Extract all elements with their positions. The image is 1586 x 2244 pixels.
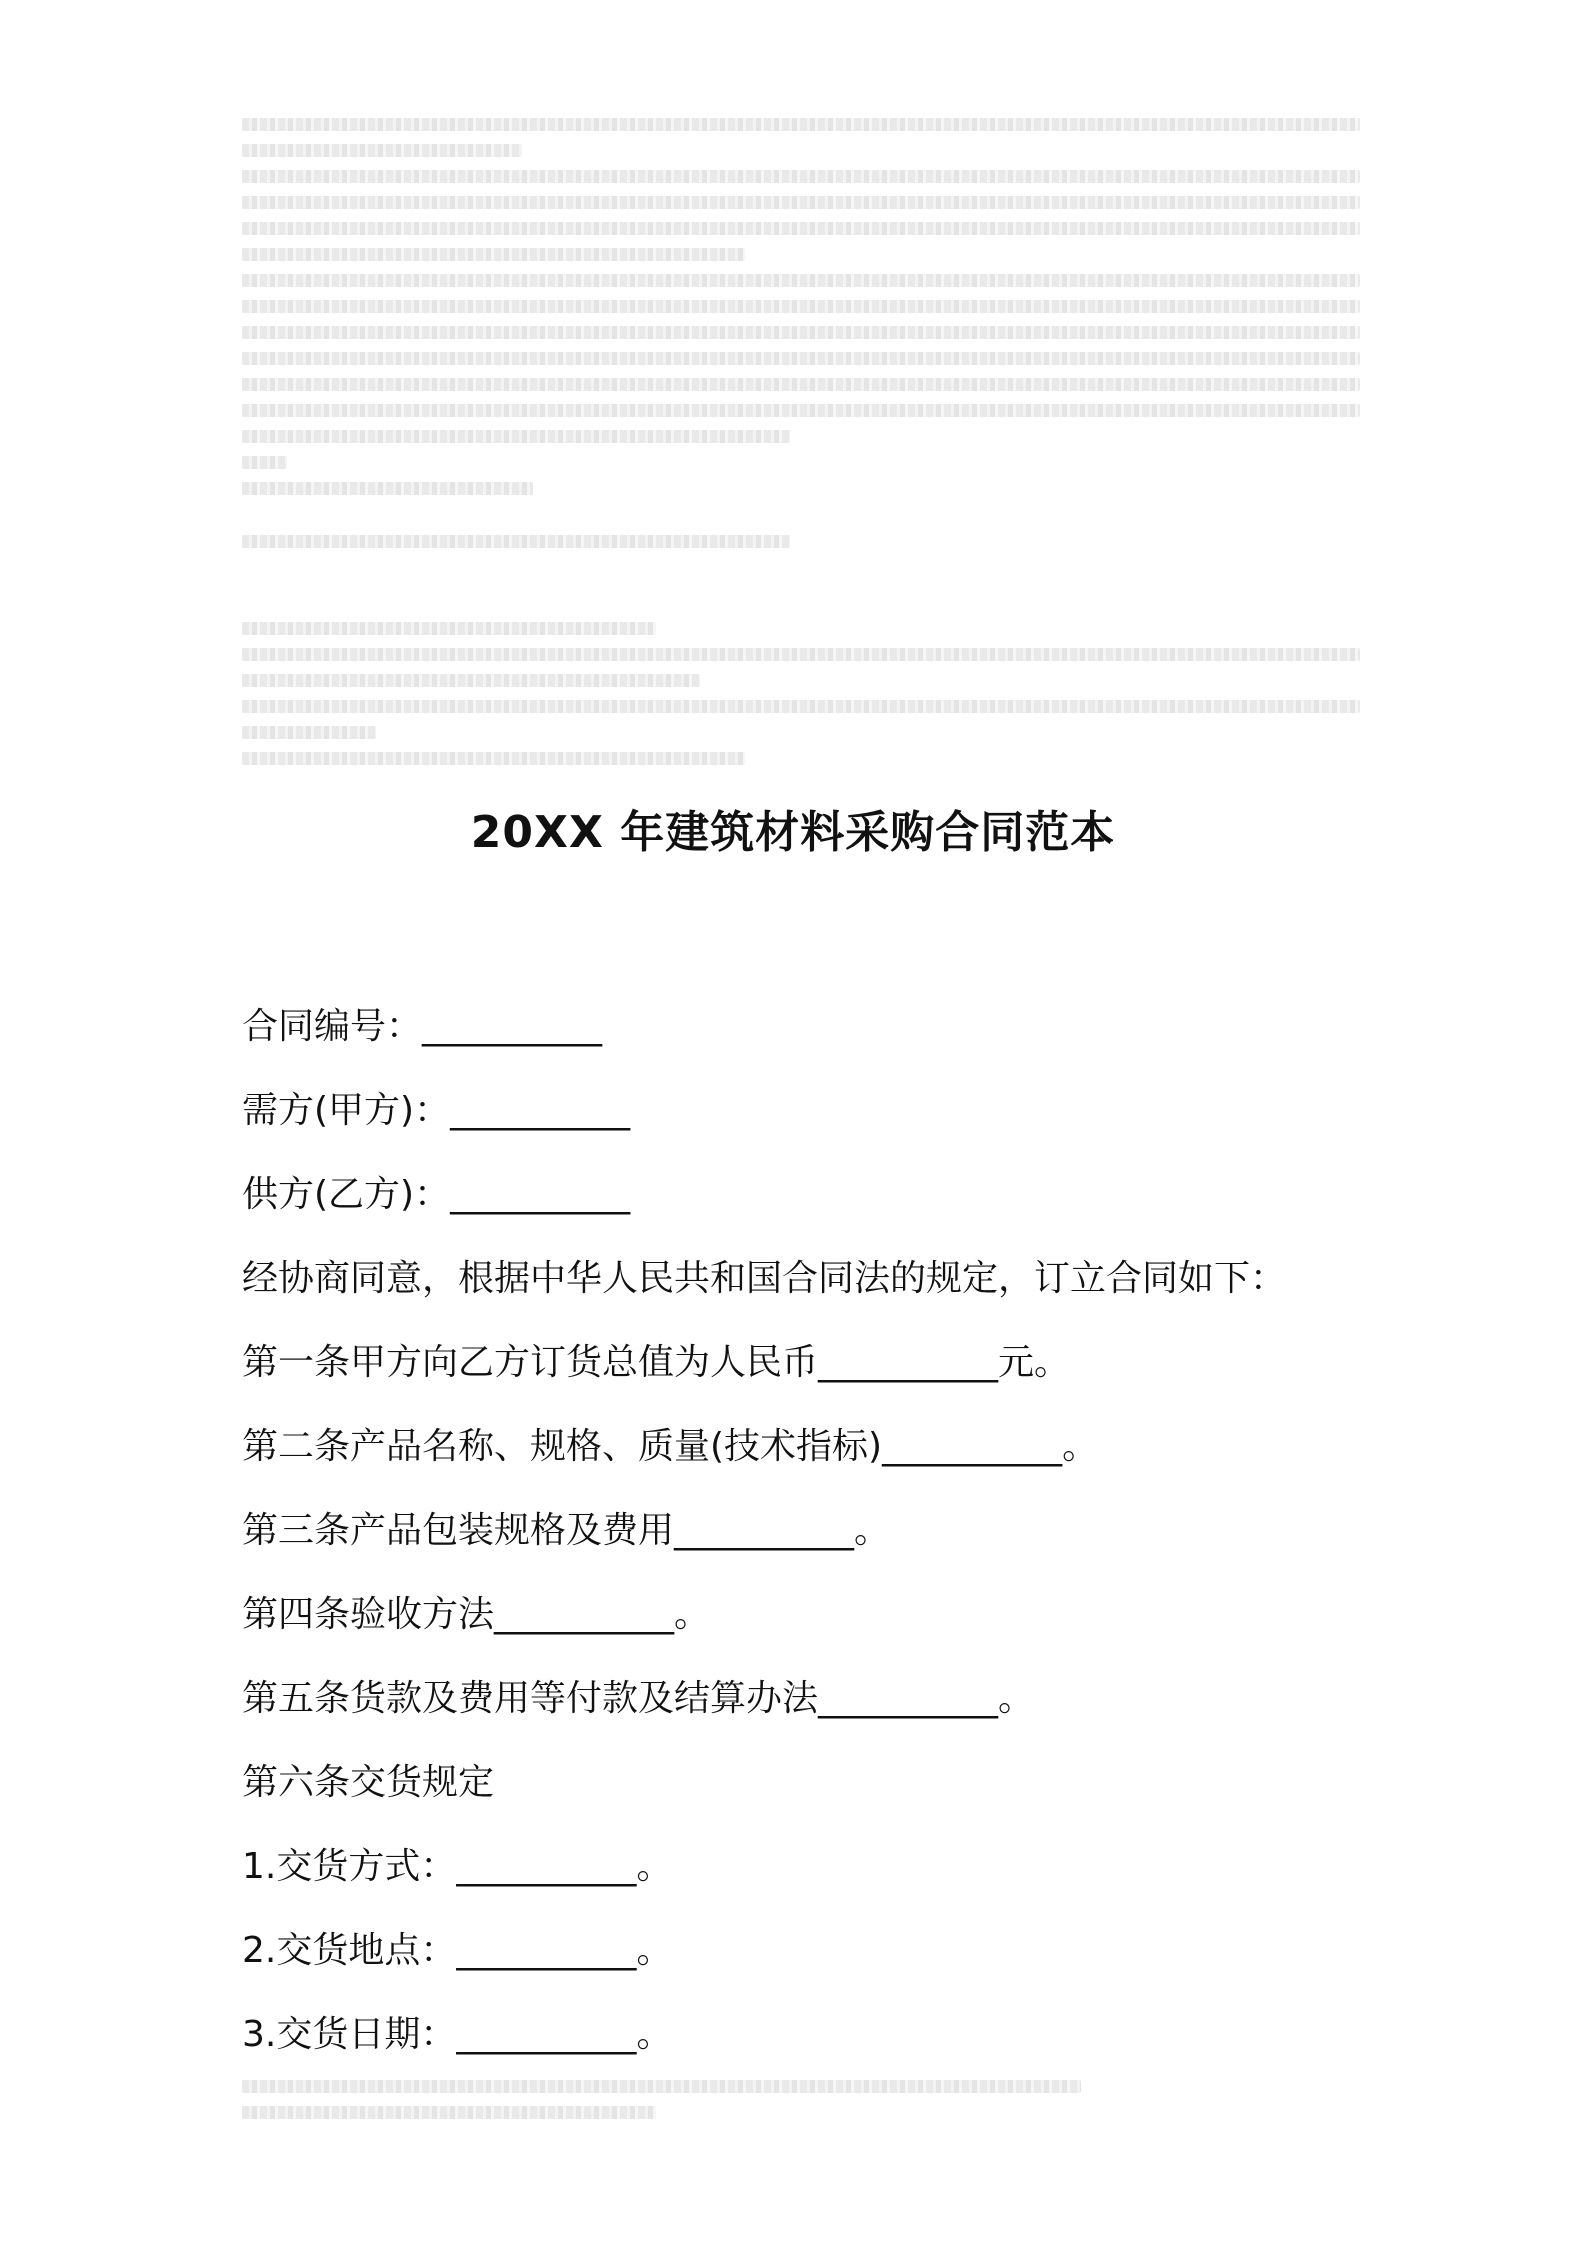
delivery-method-line: 1.交货方式：__________。 [242, 1846, 673, 1887]
contract-number-line: 合同编号：__________ [242, 1006, 603, 1047]
preamble-line: 经协商同意，根据中华人民共和国合同法的规定，订立合同如下： [242, 1258, 1287, 1299]
faint-text-block [242, 535, 1360, 561]
article-4-line: 第四条验收方法__________。 [242, 1594, 711, 1635]
article-6-line: 第六条交货规定 [242, 1762, 495, 1803]
buyer-line: 需方(甲方)：__________ [242, 1090, 631, 1131]
delivery-date-line: 3.交货日期：__________。 [242, 2014, 673, 2055]
faint-text-block [242, 118, 1360, 508]
faint-text-block [242, 622, 1360, 778]
delivery-location-line: 2.交货地点：__________。 [242, 1930, 673, 1971]
article-1-line: 第一条甲方向乙方订货总值为人民币__________元。 [242, 1342, 1071, 1383]
faint-text-block [242, 2080, 1360, 2132]
document-body [242, 985, 1362, 2077]
document-title: 20XX 年建筑材料采购合同范本 [470, 807, 1116, 858]
article-2-line: 第二条产品名称、规格、质量(技术指标)__________。 [242, 1426, 1099, 1467]
article-3-line: 第三条产品包装规格及费用__________。 [242, 1510, 891, 1551]
supplier-line: 供方(乙方)：__________ [242, 1174, 631, 1215]
article-5-line: 第五条货款及费用等付款及结算办法__________。 [242, 1678, 1035, 1719]
